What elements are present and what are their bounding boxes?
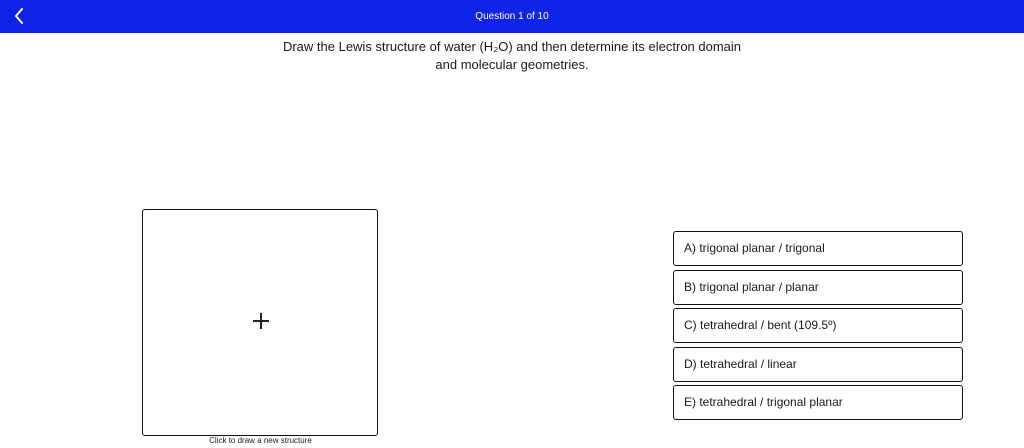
top-bar: [0, 0, 1024, 33]
answer-option-e[interactable]: E) tetrahedral / trigonal planar: [673, 385, 963, 420]
answer-options: [673, 231, 963, 424]
answer-option-a[interactable]: A) trigonal planar / trigonal: [673, 231, 963, 266]
answer-option-d[interactable]: D) tetrahedral / linear: [673, 347, 963, 382]
back-button[interactable]: [8, 4, 32, 28]
draw-structure-area[interactable]: [142, 209, 378, 436]
plus-icon: [252, 312, 270, 330]
question-prompt-line-2: and molecular geometries.: [435, 57, 589, 72]
question-counter: Question 1 of 10: [475, 11, 549, 22]
answer-option-c[interactable]: C) tetrahedral / bent (109.5º): [673, 308, 963, 343]
draw-caption: Click to draw a new structure: [209, 436, 312, 445]
chevron-left-icon: [8, 4, 32, 28]
question-prompt: [262, 38, 762, 74]
answer-option-b[interactable]: B) trigonal planar / planar: [673, 270, 963, 305]
question-prompt-line-1: Draw the Lewis structure of water (H₂O) and then determine its electron domain: [282, 39, 742, 54]
